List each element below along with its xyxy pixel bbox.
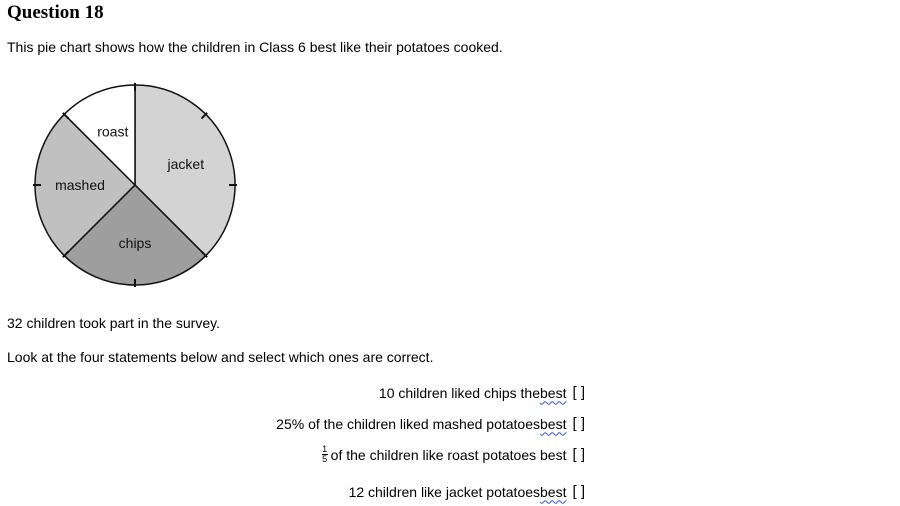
statement-checkbox[interactable]: [ ] xyxy=(572,483,585,500)
fraction-denominator: 5 xyxy=(322,454,328,464)
statement-roast xyxy=(322,445,585,464)
statement-checkbox[interactable]: [ ] xyxy=(572,446,585,463)
pie-chart-svg xyxy=(20,70,260,300)
survey-text: 32 children took part in the survey. xyxy=(7,315,220,331)
instruction-text: Look at the four statements below and select which ones are correct. xyxy=(7,349,434,365)
pie-label-mashed: mashed xyxy=(55,177,105,193)
pie-label-jacket: jacket xyxy=(167,155,205,172)
intro-text: This pie chart shows how the children in Class 6 best like their potatoes cooked. xyxy=(7,39,503,55)
statement-text: of the children like roast potatoes best xyxy=(330,446,567,463)
statement-underlined-word: best xyxy=(540,384,567,401)
statement-chips xyxy=(379,384,585,401)
statement-underlined-word: best xyxy=(540,483,567,500)
pie-chart xyxy=(20,70,260,300)
fraction-numerator: 1 xyxy=(322,444,328,454)
statement-text: 12 children like jacket potatoes xyxy=(348,483,541,500)
statement-checkbox[interactable]: [ ] xyxy=(572,415,585,432)
statement-jacket xyxy=(349,483,585,500)
statement-text: 10 children liked chips the xyxy=(378,384,541,401)
question-title: Question 18 xyxy=(7,2,104,23)
statement-checkbox[interactable]: [ ] xyxy=(572,384,585,401)
pie-label-roast: roast xyxy=(97,123,129,140)
fraction xyxy=(322,445,328,464)
pie-label-chips: chips xyxy=(118,235,152,251)
statement-mashed xyxy=(276,415,585,432)
statement-text: 25% of the children liked mashed potatoes xyxy=(276,415,541,432)
statement-underlined-word: best xyxy=(540,415,567,432)
